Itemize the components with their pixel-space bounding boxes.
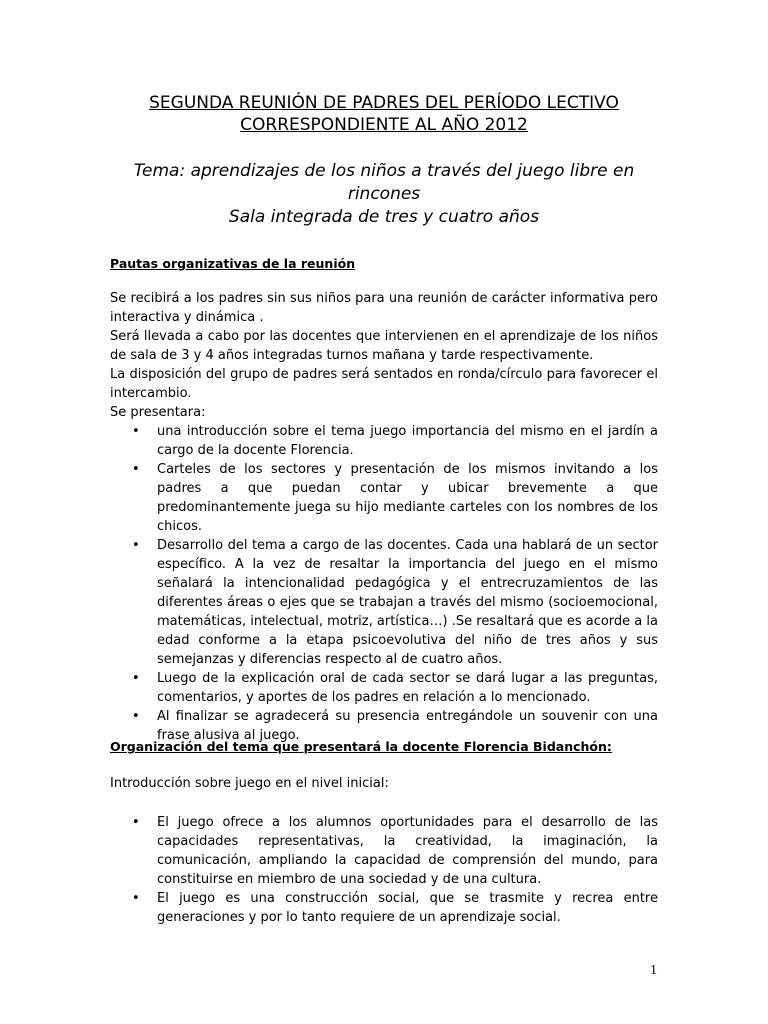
bullet-icon: • [132,424,140,439]
section-heading-pautas: Pautas organizativas de la reunión [110,256,356,271]
list-item: • Al finalizar se agradecerá su presencia entregándole un souvenir con una frase alusiva al juego. [132,709,658,743]
section-body-organizacion-bullets [110,813,658,927]
section-body-organizacion [110,774,658,793]
document-subtitle [110,160,658,229]
page-number: 1 [650,963,657,978]
paragraph: Se recibirá a los padres sin sus niños para una reunión de carácter informativa pero interactiva y dinámica . [110,291,658,325]
document-title [80,92,688,136]
bullet-icon: • [132,815,140,830]
bullet-icon: • [132,538,140,553]
list-item: • Carteles de los sectores y presentación de los mismos invitando a los padres a que puedan contar y ubicar brevemente a que predominantemente juega su hijo mediante carteles con los nombres de los chicos. [132,462,658,534]
list-item: • Luego de la explicación oral de cada sector se dará lugar a las preguntas, comentarios, y aportes de los padres en relación a lo mencionado. [132,671,658,705]
bullet-icon: • [132,671,140,686]
list-item: • El juego ofrece a los alumnos oportunidades para el desarrollo de las capacidades representativas, la creatividad, la imaginación, la comunicación, ampliando la capacidad de comprensión del mundo, para constituirse en miembro de una sociedad y de una cultura. [132,815,658,887]
section-heading-organizacion: Organización del tema que presentará la docente Florencia Bidanchón: [110,739,612,754]
title-line-1: SEGUNDA REUNIÓN DE PADRES DEL PERÍODO LECTIVO [149,93,619,113]
bullet-icon: • [132,709,140,724]
paragraph: La disposición del grupo de padres será sentados en ronda/círculo para favorecer el intercambio. [110,367,658,401]
theme-line-1: Tema: aprendizajes de los niños a través del juego libre en [133,161,635,181]
title-line-2: CORRESPONDIENTE AL AÑO 2012 [240,115,528,135]
list-item: • El juego es una construcción social, que se trasmite y recrea entre generaciones y por lo tanto requiere de un aprendizaje social. [132,891,658,925]
list-item: • Desarrollo del tema a cargo de las docentes. Cada una hablará de un sector específico. A la vez de resaltar la importancia del juego en el mismo señalará la intencionalidad pedagógica y el entrecruzamientos de las diferentes áreas o ejes que se trabajan a través del mismo (socioemocional, matemáticas, intelectual, motriz, artística…) .Se resaltará que es acorde a la edad conforme a la etapa psicoevolutiva del niño de tres años y sus semejanzas y diferencias respecto al de cuatro años. [132,538,658,667]
list-item: • una introducción sobre el tema juego importancia del mismo en el jardín a cargo de la docente Florencia. [132,424,658,458]
bullet-icon: • [132,462,140,477]
theme-line-2: rincones [347,184,421,204]
section-body-pautas [110,289,658,745]
paragraph: Será llevada a cabo por las docentes que intervienen en el aprendizaje de los niños de sala de 3 y 4 años integradas turnos mañana y tarde respectivamente. [110,329,658,363]
paragraph: Se presentara: [110,405,206,420]
theme-line-3: Sala integrada de tres y cuatro años [228,207,540,227]
bullet-icon: • [132,891,140,906]
paragraph: Introducción sobre juego en el nivel inicial: [110,776,389,791]
bullet-list [110,422,658,745]
bullet-list [110,813,658,927]
